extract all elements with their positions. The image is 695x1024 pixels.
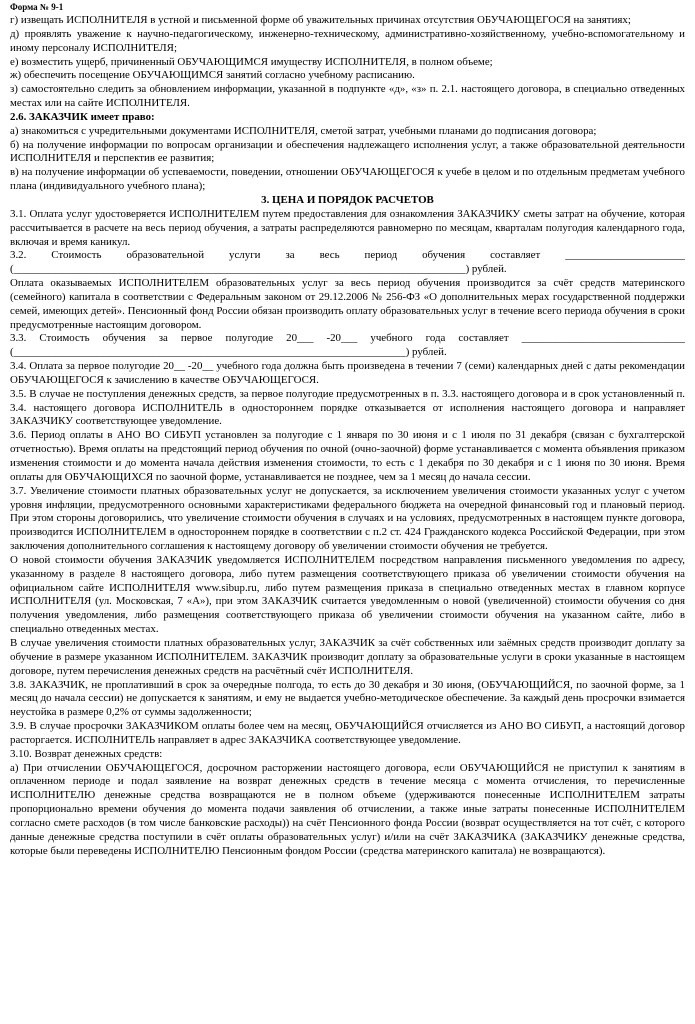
section-3-heading: 3. ЦЕНА И ПОРЯДОК РАСЧЕТОВ bbox=[261, 193, 434, 206]
section-2-6-heading: 2.6. ЗАКАЗЧИК имеет право: bbox=[10, 110, 155, 123]
form-label: Форма № 9-1 bbox=[10, 2, 64, 12]
clause-3-10-a: а) При отчислении ОБУЧАЮЩЕГОСЯ, досрочном расторжении настоящего договора, если ОБУЧАЮЩИЙСЯ не приступил к занятиям в оплаченном периоде и подал заявление на возврат денежных средств в течение месяца с момента отчисления, то перечисленные ИСПОЛНИТЕЛЮ денежные средства возвращаются не в полном объеме (удерживаются понесенные ИСПОЛНИТЕЛЕМ затраты пропорционально времени обучения до момента подачи заявления об отчислении, а также иные затраты понесенные ИСПОЛНИТЕЛЕМ согласно смете расходов (в том числе банковские расходы)) на счёт Пенсионного фонда России (возврат осуществляется на тот счёт, с которого данные денежные средства поступили в счёт оплаты образовательных услуг) и/или на счёт ЗАКАЗЧИКА (ЗАКАЗЧИКУ денежные средства, которые были переведены ИСПОЛНИТЕЛЮ Пенсионным фондом России (средства материнского капитала) не возвращаются). bbox=[10, 761, 685, 857]
clause-3-7-notice: О новой стоимости обучения ЗАКАЗЧИК уведомляется ИСПОЛНИТЕЛЕМ посредством направления письменного уведомления по адресу, указанному в разделе 8 настоящего договора, либо путем размещения соответствующего приказа об увеличении стоимости обучения на официальном сайте ИСПОЛНИТЕЛЯ www.sibup.ru, либо путем размещения приказа в специально отведенных местах в главном корпусе ИСПОЛНИТЕЛЯ (ул. Московская, 7 «А»), при этом ЗАКАЗЧИК считается уведомленным о новой (увеличенной) стоимости обучения со дня получения уведомления, либо размещения соответствующего приказа об увеличении стоимости обучения на указанном сайте, либо в специально отведенных местах. bbox=[10, 553, 685, 636]
clause-3-6: 3.6. Период оплаты в АНО ВО СИБУП установлен за полугодие с 1 января по 30 июня и с 1 июля по 31 декабря (связан с бухгалтерской отчетностью). Время оплаты на предстоящий период обучения по очной (очно-заочной) форме устанавливается с момента объявления приказом изменения стоимости и до момента начала действия изменения стоимости, то есть с 1 декабря по 30 декабря и с 1 июня по 30 июня. Время оплаты для ОБУЧАЮЩИХСЯ по заочной форме, устанавливается не позднее, чем за 1 месяц до начала сессии. bbox=[10, 429, 685, 483]
clause-3-1: 3.1. Оплата услуг удостоверяется ИСПОЛНИТЕЛЕМ путем предоставления для ознакомления ЗАКАЗЧИКУ сметы затрат на обучение, которая рассчитывается в расчете на весь период обучения, а затраты распределяются равномерно по месяцам, кварталам полугодия календарного года, включая и время каникул. bbox=[10, 207, 685, 248]
clause-3-8: 3.8. ЗАКАЗЧИК, не проплативший в срок за очередные полгода, то есть до 30 декабря и 30 июня, (ОБУЧАЮЩИЙСЯ, по заочной форме, за 1 месяц до начала сессии) не допускается к занятиям, и ему не выдается учебно-методическое обеспечение. За каждый день просрочки взимается неустойка в размере 0,2% от суммы задолженности; bbox=[10, 678, 685, 719]
clause-3-10: 3.10. Возврат денежных средств: bbox=[10, 747, 163, 760]
clause-2-6-a: а) знакомиться с учредительными документами ИСПОЛНИТЕЛЯ, сметой затрат, учебными планами до подписания договора; bbox=[10, 124, 597, 137]
clause-3-3: 3.3. Стоимость обучения за первое полугодие 20___ -20___ учебного года составляет ______________________________ (________________________________________________________________________) рублей. bbox=[10, 332, 685, 359]
clause-3-5: 3.5. В случае не поступления денежных средств, за первое полугодие предусмотренных в п. 3.3. настоящего договора и в срок установленный п. 3.4. настоящего договора ИСПОЛНИТЕЛЬ в одностороннем порядке отказывается от исполнения настоящего договора и направляет ЗАКАЗЧИКУ соответствующее уведомление. bbox=[10, 387, 685, 428]
clause-2-6-b: б) на получение информации по вопросам организации и обеспечения надлежащего исполнения услуг, а также образовательной деятельности ИСПОЛНИТЕЛЯ и перспектив ее развития; bbox=[10, 138, 685, 165]
clause-3-9: 3.9. В случае просрочки ЗАКАЗЧИКОМ оплаты более чем на месяц, ОБУЧАЮЩИЙСЯ отчисляется из АНО ВО СИБУП, а настоящий договор расторгается. ИСПОЛНИТЕЛЬ направляет в адрес ЗАКАЗЧИКА соответствующее уведомление. bbox=[10, 720, 685, 746]
clause-2-5-e: е) возместить ущерб, причиненный ОБУЧАЮЩИМСЯ имуществу ИСПОЛНИТЕЛЯ, в полном объеме; bbox=[10, 55, 493, 68]
clause-2-6-v: в) на получение информации об успеваемости, поведении, отношении ОБУЧАЮЩЕГОСЯ к учебе в целом и по отдельным предметам учебного плана (индивидуального учебного плана); bbox=[10, 166, 685, 193]
clause-3-2: 3.2. Стоимость образовательной услуги за весь период обучения составляет ______________________ (___________________________________________________________________________________) рублей. bbox=[10, 249, 685, 276]
clause-2-5-z: з) самостоятельно следить за обновлением информации, указанной в подпункте «д», «з» п. 2.1. настоящего договора, в специально отведенных местах или на сайте ИСПОЛНИТЕЛЯ. bbox=[10, 83, 685, 110]
clause-3-2-payment: Оплата оказываемых ИСПОЛНИТЕЛЕМ образовательных услуг за весь период обучения производится за счёт средств материнского (семейного) капитала в соответствии с Федеральным законом от 29.12.2006 № 256-ФЗ «О дополнительных мерах государственной поддержки семей, имеющих детей». Пенсионный фонд России обязан производить оплату образовательных услуг в течение всего периода обучения в сроки предусмотренные настоящим договором. bbox=[10, 277, 685, 331]
clause-3-7: 3.7. Увеличение стоимости платных образовательных услуг не допускается, за исключением увеличения стоимости указанных услуг с учетом уровня инфляции, предусмотренного основными характеристиками федерального бюджета на очередной финансовый год и плановый период. При этом стороны договорились, что увеличение стоимости обучения в случаях и на условиях, предусмотренных в настоящем пункте договора, производится ИСПОЛНИТЕЛЕМ в одностороннем порядке в соответствии с п.2 ст. 424 Гражданского кодекса Российской Федерации, при этом заключения дополнительного соглашения к настоящему договору об увеличении стоимости обучения не требуется. bbox=[10, 484, 685, 553]
clause-3-7-surcharge: В случае увеличения стоимости платных образовательных услуг, ЗАКАЗЧИК за счёт собственных или заёмных средств производит доплату за обучение в размере указанном ИСПОЛНИТЕЛЕМ. ЗАКАЗЧИК производит доплату за образовательные услуги в сроки указанные в настоящем договоре, путем перечисления денежных средств на расчётный счёт ИСПОЛНИТЕЛЯ. bbox=[10, 636, 685, 677]
clause-2-5-d: д) проявлять уважение к научно-педагогическому, инженерно-техническому, административно-хозяйственному, учебно-вспомогательному и иному персоналу ИСПОЛНИТЕЛЯ; bbox=[10, 27, 685, 54]
clause-2-5-g: г) извещать ИСПОЛНИТЕЛЯ в устной и письменной форме об уважительных причинах отсутствия ОБУЧАЮЩЕГОСЯ на занятиях; bbox=[10, 14, 631, 26]
clause-2-5-zh: ж) обеспечить посещение ОБУЧАЮЩИМСЯ занятий согласно учебному расписанию. bbox=[10, 69, 415, 82]
clause-3-4: 3.4. Оплата за первое полугодие 20__ -20__ учебного года должна быть произведена в течении 7 (семи) календарных дней с даты рекомендации ОБУЧАЮЩЕГОСЯ к зачислению в качестве ОБУЧАЮЩЕГОСЯ. bbox=[10, 360, 685, 386]
